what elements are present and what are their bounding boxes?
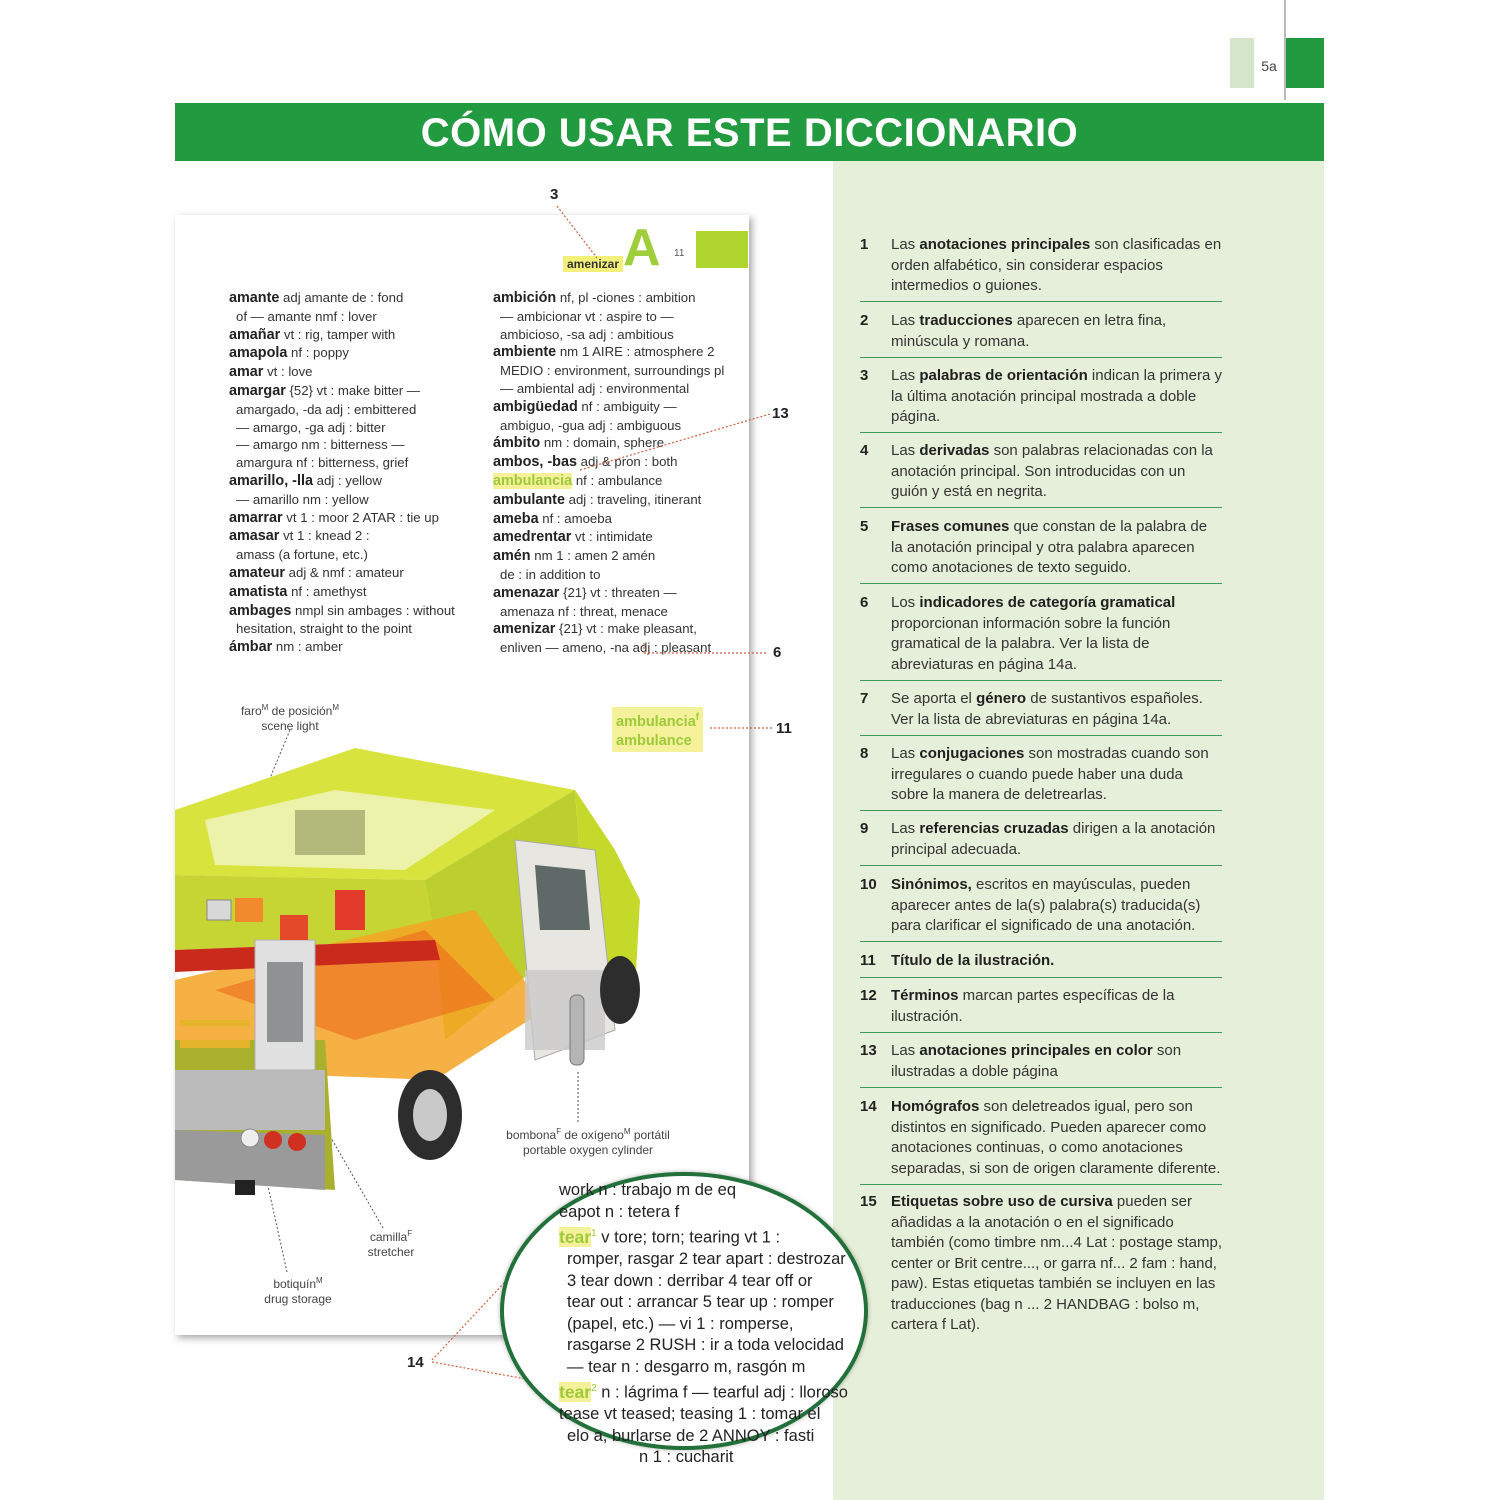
dictionary-entry: — ambiental adj : environmental (500, 380, 690, 396)
note-term: Términos (891, 987, 959, 1004)
callout-13: 13 (772, 405, 789, 422)
note-text-rest: son deletreados igual, pero son distintos en significado. Pueden aparecer como anotaciones continuas, o como anotaciones separadas, si son de origen claramente diferente. (891, 1098, 1221, 1177)
entry-definition: nf : amethyst (287, 583, 367, 599)
dictionary-entry: — amargo, -ga adj : bitter (236, 419, 386, 435)
dictionary-entry: de : in addition to (500, 566, 601, 582)
stretcher (180, 1040, 250, 1048)
note-text-lead: Las (891, 820, 920, 837)
entry-definition: {21} vt : make pleasant, (555, 621, 697, 637)
note-term: género (976, 690, 1027, 707)
note-number: 3 (860, 367, 869, 384)
mag-line: rasgarse 2 RUSH : ir a toda velocidad (567, 1336, 844, 1354)
mag-line: work n : trabajo m de eq (559, 1181, 737, 1199)
magnifier-text (559, 1180, 848, 1469)
note-term: referencias cruzadas (919, 820, 1069, 837)
front-wheel (600, 956, 640, 1024)
headword: amañar (229, 326, 281, 343)
entry-definition: adj & nmf : amateur (285, 564, 404, 580)
note-term: Sinónimos, (891, 876, 972, 893)
note-text-rest: son clasificadas en orden alfabético, sin considerar espacios intermedios o guiones. (891, 236, 1222, 294)
note-text-lead: Las (891, 312, 920, 329)
headword: amateur (229, 564, 285, 581)
note-text-lead: Se aporta el (891, 690, 977, 707)
entry-definition: nm : domain, sphere (540, 435, 665, 451)
note-text-rest: escritos en mayúsculas, pueden aparecer antes de la(s) palabra(s) traducida(s) para clarificar el significado de una anotación. (891, 876, 1201, 934)
note-text-lead: Los (891, 594, 920, 611)
headword: amenizar (493, 621, 556, 638)
headword: ambulante (493, 491, 565, 508)
headword: amarrar (229, 509, 283, 526)
callout-6: 6 (773, 644, 782, 661)
note-text-rest: de sustantivos españoles. Ver la lista de abreviaturas en página 14a. (891, 690, 1203, 728)
entry-definition: nm 1 AIRE : atmosphere 2 (556, 344, 715, 360)
callout-11: 11 (776, 720, 792, 737)
scene-light (207, 900, 231, 920)
guide-letter: A (623, 219, 661, 277)
entry-definition: nf, pl -ciones : ambition (556, 290, 696, 305)
note-text-lead: Las (891, 442, 920, 459)
headword: amatista (229, 583, 288, 600)
mag-line: eapot n : tetera f (559, 1202, 680, 1221)
note-number: 5 (860, 518, 869, 535)
entry-definition: adj & pron : both (576, 454, 678, 470)
note-text-lead: Las (891, 1042, 920, 1059)
ambulance-rear-bumper-panel (175, 1070, 325, 1130)
note-text-rest: indican la primera y la última anotación principal mostrada a doble página. (891, 367, 1222, 425)
note-text-rest: aparecen en letra fina, minúscula y romana. (891, 312, 1167, 350)
note-number: 4 (860, 442, 869, 459)
note-text-rest: son palabras relacionadas con la anotación principal. Son introducidas con un guión y está en negrita. (891, 442, 1213, 500)
entry-definition: vt : rig, tamper with (280, 326, 396, 342)
dictionary-entry: enliven — ameno, -na adj : pleasant (500, 640, 712, 656)
note-text-lead: Las (891, 745, 920, 762)
mag-line: tear$^1$ v tore; torn; tearing vt 1 : (559, 1226, 781, 1247)
headword: ambiente (493, 344, 557, 361)
leader-3 (557, 206, 597, 258)
dictionary-entry: amenaza nf : threat, menace (500, 603, 668, 619)
colored-headword: ambulancia (493, 472, 573, 489)
homograph-tear-1: tear (559, 1226, 592, 1247)
entry-definition: vt : intimidate (571, 529, 653, 545)
entry-definition: nmpl sin ambages : without (291, 602, 455, 618)
note-number: 1 (860, 236, 869, 253)
term-drug-storage: botiquín$^M$ drug storage (264, 1276, 332, 1306)
dictionary-entry: — amarillo nm : yellow (236, 491, 369, 507)
entry-definition: nf : poppy (287, 345, 349, 361)
headword: ambages (229, 602, 292, 619)
dictionary-entry: amargura nf : bitterness, grief (236, 455, 409, 471)
dictionary-entry: — amargo nm : bitterness — (236, 437, 405, 453)
entry-definition: nf : amoeba (538, 510, 612, 526)
note-number: 8 (860, 745, 869, 762)
headword: amargar (229, 382, 286, 399)
entry-definition: vt : love (263, 364, 313, 380)
magnifier-circle (500, 1172, 868, 1466)
note-number: 10 (860, 876, 877, 893)
mag-line: 3 tear down : derribar 4 tear off or (567, 1271, 813, 1290)
entry-definition: adj : yellow (312, 472, 382, 488)
dictionary-entry: ambiguo, -gua adj : ambiguous (500, 417, 682, 433)
note-text-rest: que constan de la palabra de la anotación principal y otra palabra aparecen como anotaciones de texto seguido. (891, 518, 1208, 576)
entry-definition: {21} vt : threaten — (559, 584, 677, 600)
callout-3: 3 (550, 186, 559, 203)
headword: amén (493, 548, 531, 565)
headword: amenazar (493, 584, 560, 601)
sample-page-number: 11 (674, 248, 685, 259)
entry-definition: vt 1 : moor 2 ATAR : tie up (282, 509, 439, 525)
headword: ambos, -bas (493, 454, 577, 471)
note-term: indicadores de categoría gramatical (919, 594, 1176, 611)
headword: amarillo, -lla (229, 472, 313, 489)
headword: ámbito (493, 435, 541, 452)
mag-line: romper, rasgar 2 tear apart : destrozar (567, 1250, 846, 1268)
callout-14: 14 (407, 1354, 424, 1371)
note-text-rest: son ilustradas a doble página (891, 1042, 1182, 1080)
note-text-rest: proporcionan información sobre la función gramatical de la palabra. Ver la lista de abreviaturas en página 14a. (891, 614, 1171, 673)
illustration-title-en: ambulance (616, 732, 692, 749)
note-term: derivadas (919, 442, 990, 459)
note-number: 7 (860, 690, 869, 707)
note-text-rest: dirigen a la anotación principal adecuada. (891, 820, 1216, 858)
entry-definition: adj amante de : fond (279, 290, 404, 305)
note-term: conjugaciones (919, 745, 1025, 762)
illustration-title-es: ambulancia (616, 713, 696, 730)
entry-definition: adj : traveling, itinerant (564, 491, 702, 507)
note-term: Título de la ilustración. (891, 952, 1055, 969)
headword: amedrentar (493, 529, 572, 546)
headword: ambigüedad (493, 398, 578, 415)
headword: amapola (229, 345, 288, 362)
headword: amante (229, 290, 280, 306)
guide-word: amenizar (563, 256, 623, 272)
dictionary-entry: of — amante nmf : lover (236, 308, 377, 324)
note-text-rest: pueden ser añadidas a la anotación o en el significado también (como timbre nm...4 Lat : postage stamp, center or Brit centre..., or garra nf... 2 fam : hand, paw). Estas etiquetas también se incluyen en las traducciones (bag n ... 2 HANDBAG : bolso m, cartera f Lat). (891, 1193, 1222, 1333)
headword: ambición (493, 290, 557, 306)
leader-13 (580, 414, 770, 470)
homograph-tear-2: tear (559, 1381, 592, 1402)
term-scene-light: faro$^M$ de posición$^M$ scene light (240, 703, 340, 733)
note-term: Frases comunes (891, 518, 1010, 535)
mag-line: n 1 : cucharit (639, 1448, 734, 1466)
headword: amar (229, 364, 264, 381)
page-title: CÓMO USAR ESTE DICCIONARIO (175, 103, 1324, 161)
headword: ámbar (229, 639, 273, 656)
page-number: 5a (1261, 58, 1277, 74)
entry-definition: nm : amber (272, 639, 343, 655)
headword: amasar (229, 528, 280, 545)
note-number: 14 (860, 1098, 877, 1115)
note-number: 2 (860, 312, 869, 329)
note-number: 12 (860, 987, 877, 1004)
mag-line: elo a, burlarse de 2 ANNOY : fasti (567, 1426, 815, 1445)
mag-line: tear$^2$ n : lágrima f — tearful adj : lloroso (559, 1381, 848, 1402)
term-oxygen-cylinder: bombona$^F$ de oxígeno$^M$ portátil portable oxygen cylinder (506, 1127, 670, 1157)
headword: ameba (493, 510, 539, 527)
note-text-lead: Las (891, 367, 920, 384)
dictionary-entry: amargado, -da adj : embittered (236, 401, 417, 417)
entry-definition: nf : ambulance (572, 472, 663, 488)
note-term: anotaciones principales en color (919, 1042, 1153, 1059)
mag-line: (papel, etc.) — vi 1 : romperse, (567, 1314, 794, 1333)
note-number: 13 (860, 1042, 877, 1059)
entry-definition: nm 1 : amen 2 amén (530, 548, 656, 564)
mag-line: — tear n : desgarro m, rasgón m (567, 1357, 806, 1376)
note-number: 6 (860, 594, 869, 611)
term-stretcher: camilla$^F$ stretcher (367, 1229, 415, 1259)
entry-definition: vt 1 : knead 2 : (279, 528, 370, 544)
dictionary-entry: amass (a fortune, etc.) (236, 547, 368, 563)
mag-line: tease vt teased; teasing 1 : tomar el (559, 1405, 821, 1423)
note-term: Homógrafos (891, 1098, 980, 1115)
dictionary-entry: ambicioso, -sa adj : ambitious (500, 326, 674, 342)
mag-line: tear out : arrancar 5 tear up : romper (567, 1293, 834, 1311)
illustration-title-gender: f (695, 712, 700, 723)
note-text-rest: marcan partes específicas de la ilustración. (891, 987, 1175, 1025)
note-term: anotaciones principales (919, 236, 1091, 253)
note-number: 15 (860, 1193, 877, 1210)
dictionary-entry: hesitation, straight to the point (236, 621, 412, 637)
oxygen-cylinder (570, 995, 584, 1065)
entry-definition: nf : ambiguity — (577, 398, 677, 414)
note-text-rest: son mostradas cuando son irregulares o cuando puede haber una duda sobre la manera de deletrearlas. (891, 745, 1209, 803)
note-term: traducciones (919, 312, 1013, 329)
dictionary-entry: — ambicionar vt : aspire to — (500, 308, 674, 324)
ambulance-window (295, 810, 365, 855)
note-term: palabras de orientación (919, 367, 1088, 384)
note-number: 9 (860, 820, 869, 837)
note-text-lead: Las (891, 236, 920, 253)
entry-definition: {52} vt : make bitter — (285, 382, 420, 398)
note-number: 11 (860, 952, 876, 969)
dictionary-entry: MEDIO : environment, surroundings pl (500, 363, 725, 379)
note-term: Etiquetas sobre uso de cursiva (891, 1193, 1113, 1210)
